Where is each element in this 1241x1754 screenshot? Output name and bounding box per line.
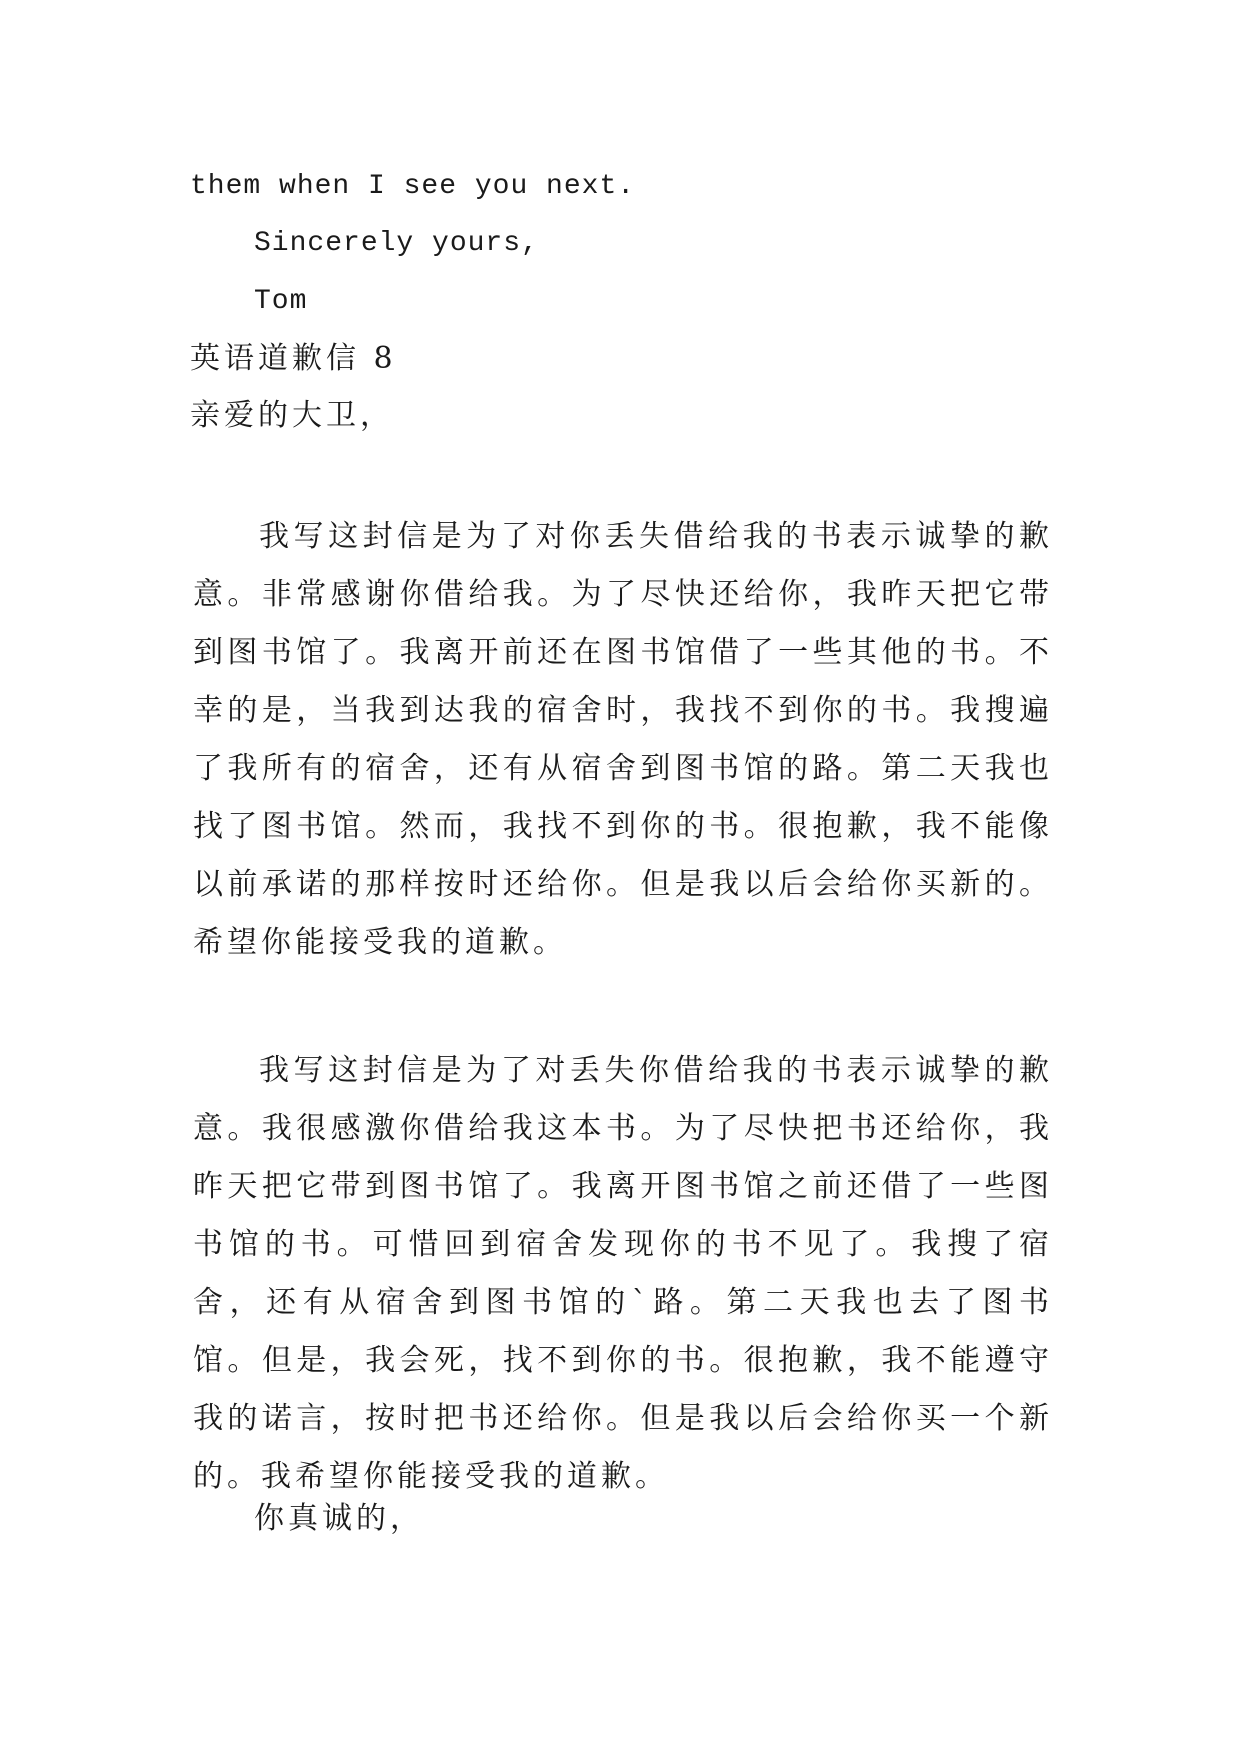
previous-letter-closing-line: them when I see you next. xyxy=(190,171,636,202)
letter-paragraph-1: 我写这封信是为了对你丢失借给我的书表示诚挚的歉意。非常感谢你借给我。为了尽快还给你，我昨天把它带到图书馆了。我离开前还在图书馆借了一些其他的书。不幸的是，当我到达我的宿舍时，我找不到你的书。我搜遍了我所有的宿舍，还有从宿舍到图书馆的路。第二天我也找了图书馆。然而，我找不到你的书。很抱歉，我不能像以前承诺的那样按时还给你。但是我以后会给你买新的。希望你能接受我的道歉。 xyxy=(193,519,1053,960)
previous-letter-signature: Tom xyxy=(254,286,308,317)
letter-signoff: 你真诚的， xyxy=(254,1501,424,1536)
previous-letter-signoff: Sincerely yours, xyxy=(254,228,539,259)
letter-heading: 英语道歉信 8 xyxy=(190,341,397,376)
letter-paragraph-2: 我写这封信是为了对丢失你借给我的书表示诚挚的歉意。我很感激你借给我这本书。为了尽快把书还给你，我昨天把它带到图书馆了。我离开图书馆之前还借了一些图书馆的书。可惜回到宿舍发现你的书不见了。我搜了宿舍，还有从宿舍到图书馆的`路。第二天我也去了图书馆。但是，我会死，找不到你的书。很抱歉，我不能遵守我的诺言，按时把书还给你。但是我以后会给你买一个新的。我希望你能接受我的道歉。 xyxy=(193,1053,1053,1494)
letter-salutation: 亲爱的大卫， xyxy=(190,398,394,433)
